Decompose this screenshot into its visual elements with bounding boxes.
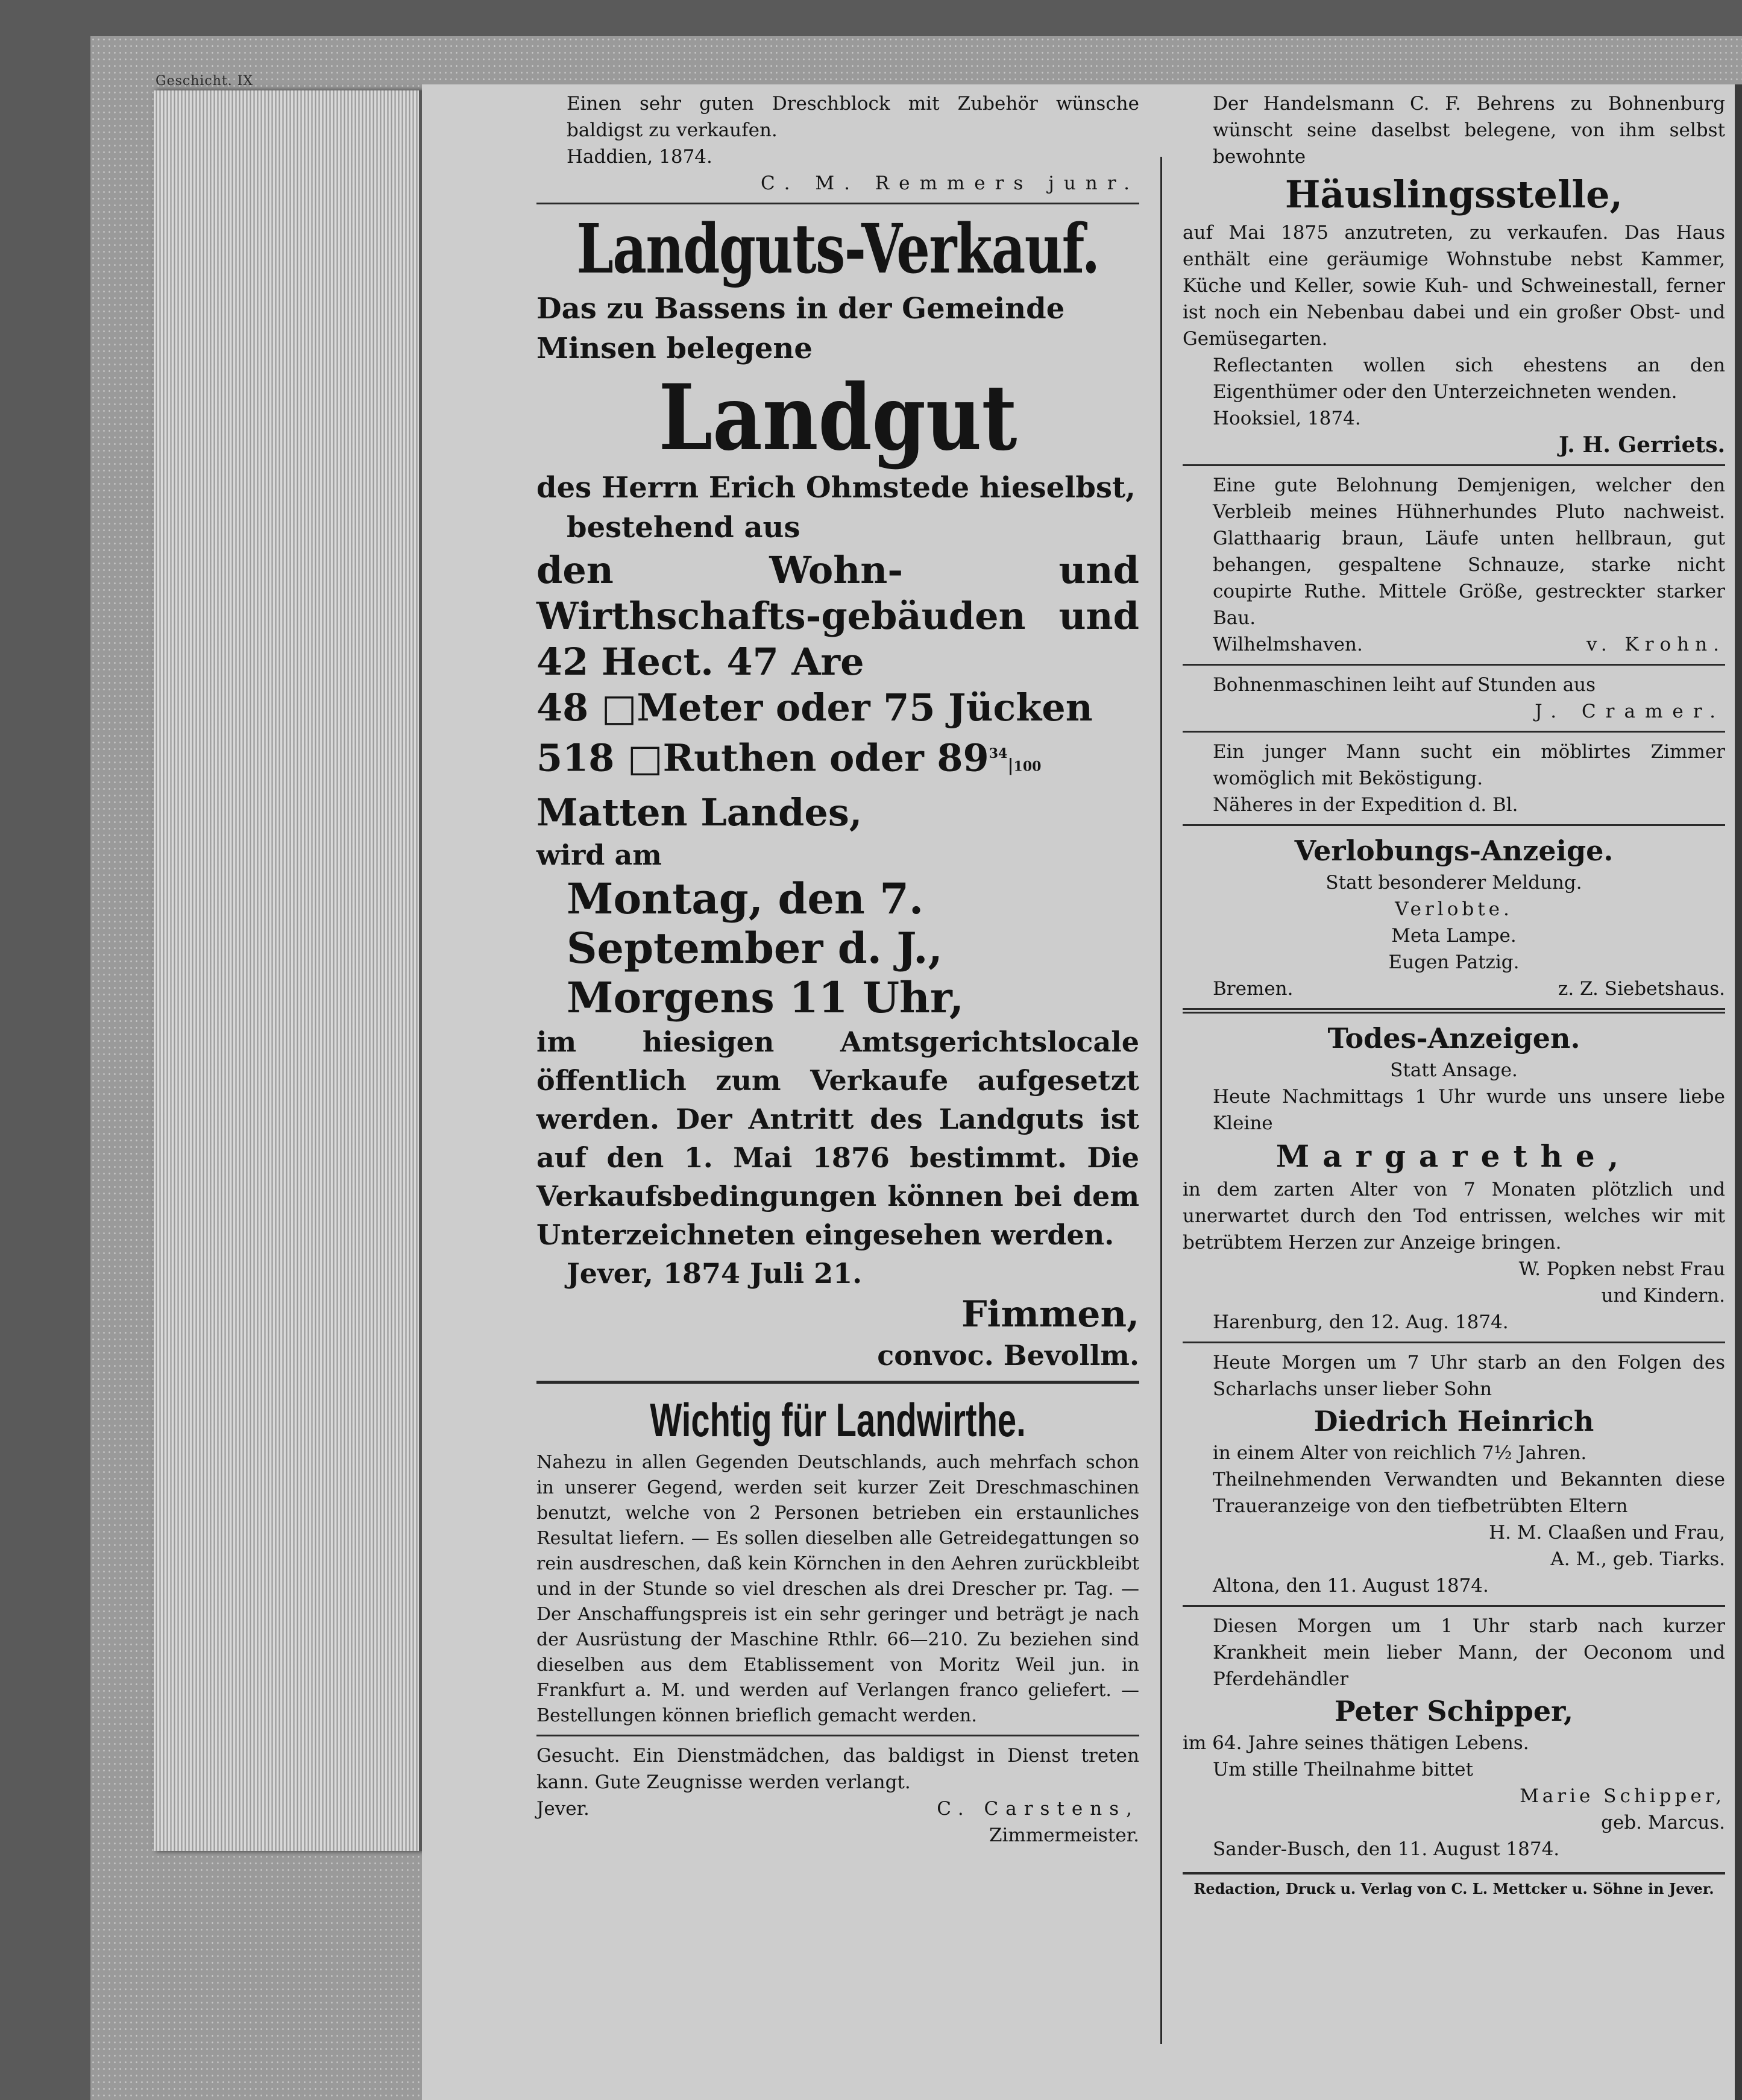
todes-a1-name: Margarethe, (1275, 1138, 1632, 1174)
frac-bar: | (1007, 755, 1014, 775)
landgut-title2: convoc. Bevollm. (877, 1339, 1139, 1372)
separator (1183, 1605, 1725, 1607)
todes-a1-intro: Heute Nachmittags 1 Uhr wurde uns unsere liebe Kleine (1213, 1086, 1725, 1134)
landgut-area1: 48 □Meter oder 75 Jücken (536, 686, 1093, 730)
separator (536, 203, 1139, 204)
todes-a2-sig1: H. M. Claaßen und Frau, (1489, 1522, 1725, 1543)
ad-verlobung (1183, 832, 1725, 1002)
separator (1183, 664, 1725, 666)
ad-mann (1183, 739, 1725, 818)
todes-a2-place: Altona, den 11. August 1874. (1213, 1575, 1489, 1597)
haeusling-body: auf Mai 1875 anzutreten, zu verkaufen. Das Haus enthält eine geräumige Wohnstube nebst Kammer, Küche und Keller, sowie Kuh- und Schweinestall, ferner ist noch ein Nebenbau dabei und ein großer Obst- und Gemüsegarten. (1183, 222, 1725, 350)
landgut-name: Fimmen, (961, 1293, 1139, 1335)
ad-bohnen (1183, 672, 1725, 725)
todes-a2-age: in einem Alter von reichlich 7½ Jahren. (1213, 1442, 1587, 1464)
column-divider (1160, 157, 1162, 2044)
separator (1183, 464, 1725, 466)
landgut-date: Montag, den 7. September d. J., Morgens 11 Uhr, (567, 873, 964, 1023)
gesucht-place-line (536, 1796, 1139, 1822)
todes-a3-place: Sander-Busch, den 11. August 1874. (1213, 1838, 1560, 1860)
landgut-area2 (536, 731, 1139, 836)
area2-text: 518 □Ruthen oder 89 (536, 736, 989, 780)
landgut-buildings: den Wohn- und Wirthschafts-gebäuden und 42 Hect. 47 Are (536, 548, 1139, 684)
ad-haeusling (1183, 90, 1725, 458)
wichtig-body: Nahezu in allen Gegenden Deutschlands, auch mehrfach schon in unserer Gegend, werden seit kurzer Zeit Dreschmaschinen benutzt, welche von 2 Personen betrieben ein erstaunliches Resultat liefern. — Es sollen dieselben alle Getreidegattungen so rein ausdreschen, daß kein Körnchen in den Aehren zurückbleibt und in der Stunde so viel dreschen als drei Drescher pr. Tag. — Der Anschaffungspreis ist ein sehr geringer und beträgt je nach der Ausrüstung der Maschine Rthlr. 66—210. Zu beziehen sind dieselben aus dem Etablissement von Moritz Weil jun. in Frankfurt a. M. und werden auf Verlangen franco geliefert. — Bestellungen können brieflich gemacht werden. (536, 1451, 1139, 1726)
todes-a1-place: Harenburg, den 12. Aug. 1874. (1213, 1311, 1509, 1333)
todes-a2-body: Theilnehmenden Verwandten und Bekannten diese Traueranzeige von den tiefbetrübten Eltern (1213, 1469, 1725, 1517)
ad-gesucht (536, 1742, 1139, 1849)
separator (536, 1381, 1139, 1384)
todes-a3-name: Peter Schipper, (1334, 1695, 1574, 1727)
todes-a2-intro: Heute Morgen um 7 Uhr starb an den Folgen des Scharlachs unser lieber Sohn (1213, 1352, 1725, 1400)
wichtig-title: Wichtig für Landwirthe. (650, 1393, 1026, 1446)
todes-a2-name: Diedrich Heinrich (1313, 1405, 1594, 1437)
verlobung-sub: Statt besonderer Meldung. (1325, 872, 1582, 894)
separator (1183, 1008, 1725, 1014)
book-page-edges (154, 90, 422, 1851)
ad-todes (1183, 1020, 1725, 1862)
bohnen-body: Bohnenmaschinen leiht auf Stunden aus (1213, 674, 1596, 696)
belohnung-line (1183, 631, 1725, 658)
landgut-owner: des Herrn Erich Ohmstede hieselbst, (536, 471, 1136, 505)
landgut-place: Jever, 1874 Juli 21. (567, 1257, 863, 1290)
todes-sub: Statt Ansage. (1390, 1059, 1518, 1081)
verlobung-name1: Meta Lampe. (1391, 925, 1517, 947)
belohnung-signature: v. Krohn. (1586, 634, 1725, 655)
ad-dreschblock (536, 90, 1139, 197)
todes-a3-sig1: Marie Schipper, (1520, 1785, 1725, 1807)
gesucht-body: Gesucht. Ein Dienstmädchen, das baldigst in Dienst treten kann. Gute Zeugnisse werden verlangt. (536, 1744, 1139, 1793)
landgut-body: im hiesigen Amtsgerichtslocale öffentlich zum Verkaufe aufgesetzt werden. Der Antritt des Landguts ist auf den 1. Mai 1876 bestimmt. Die Verkaufsbedingungen können bei dem Unterzeichneten eingesehen werden. (536, 1025, 1139, 1251)
landgut-wird-am: wird am (536, 838, 662, 871)
gesucht-profession: Zimmermeister. (989, 1824, 1139, 1846)
verlobung-title: Verlobungs-Anzeige. (1294, 834, 1614, 867)
right-column (1183, 90, 1725, 1899)
todes-title: Todes-Anzeigen. (1327, 1022, 1580, 1055)
todes-a1-body: in dem zarten Alter von 7 Monaten plötzlich und unerwartet durch den Tod entrissen, welches wir mit betrübtem Herzen zur Anzeige bringen. (1183, 1179, 1725, 1253)
board-label: Geschicht. IX (156, 74, 254, 89)
ad-belohnung (1183, 472, 1725, 658)
landgut-title: Landguts-Verkauf. (576, 210, 1099, 289)
todes-a2-sig2: A. M., geb. Tiarks. (1550, 1548, 1725, 1570)
verlobung-place: Bremen. (1213, 978, 1294, 1000)
ad-place: Haddien, 1874. (567, 146, 712, 168)
todes-a1-sig2: und Kindern. (1601, 1285, 1725, 1307)
todes-a3-age: im 64. Jahre seines thätigen Lebens. (1183, 1732, 1529, 1754)
belohnung-body: Eine gute Belohnung Demjenigen, welcher den Verbleib meines Hühnerhundes Pluto nachweist. Glatthaarig braun, Läufe unten hellbraun, gut behangen, gespaltene Schnauze, starke nicht coupirte Ruthe. Mittele Größe, gestreckter starker Bau. (1213, 475, 1725, 629)
bohnen-signature: J. Cramer. (1535, 701, 1725, 722)
left-column (536, 90, 1139, 1849)
page-shadow (1735, 84, 1742, 2100)
todes-a3-intro: Diesen Morgen um 1 Uhr starb nach kurzer Krankheit mein lieber Mann, der Oeconom und Pferdehändler (1213, 1615, 1725, 1690)
separator (536, 1735, 1139, 1736)
area2-frac-den: 100 (1013, 758, 1042, 775)
landgut-word: Landgut (658, 365, 1017, 471)
gesucht-signature: C. Carstens, (937, 1797, 1139, 1820)
todes-a3-body: Um stille Theilnahme bittet (1213, 1759, 1473, 1780)
ad-landgut (536, 210, 1139, 1375)
todes-a1-sig1: W. Popken nebst Frau (1518, 1258, 1725, 1280)
area2-text-b: Matten Landes, (536, 790, 863, 834)
ad-signature: C. M. Remmers junr. (761, 172, 1139, 194)
haeusling-intro: Der Handelsmann C. F. Behrens zu Bohnenburg wünscht seine daselbst belegene, von ihm selbst bewohnte (1213, 93, 1725, 168)
separator (1183, 1342, 1725, 1343)
belohnung-place: Wilhelmshaven. (1213, 634, 1363, 655)
separator (1183, 824, 1725, 826)
landgut-consisting: bestehend aus (567, 511, 800, 544)
haeusling-signature: J. H. Gerriets. (1559, 432, 1725, 458)
haeusling-title: Häuslingsstelle, (1284, 172, 1623, 216)
ad-text: Einen sehr guten Dreschblock mit Zubehör wünsche baldigst zu verkaufen. (567, 93, 1139, 141)
landgut-intro: Das zu Bassens in der Gemeinde Minsen belegene (536, 292, 1065, 365)
separator (1183, 731, 1725, 733)
ad-wichtig (536, 1390, 1139, 1729)
haeusling-place: Hooksiel, 1874. (1213, 408, 1361, 429)
imprint-footer: Redaction, Druck u. Verlag von C. L. Mettcker u. Söhne in Jever. (1183, 1872, 1725, 1899)
todes-a3-sig2: geb. Marcus. (1601, 1812, 1725, 1834)
verlobung-line (1183, 976, 1725, 1002)
mann-note: Näheres in der Expedition d. Bl. (1213, 794, 1518, 816)
area2-frac-num: 34 (989, 746, 1008, 761)
verlobung-place2: z. Z. Siebetshaus. (1558, 978, 1725, 1000)
verlobung-label: Verlobte. (1395, 898, 1513, 920)
gesucht-place: Jever. (536, 1797, 590, 1820)
haeusling-body2: Reflectanten wollen sich ehestens an den Eigenthümer oder den Unterzeichneten wenden. (1213, 355, 1725, 403)
mann-body: Ein junger Mann sucht ein möblirtes Zimmer womöglich mit Beköstigung. (1213, 741, 1725, 789)
verlobung-name2: Eugen Patzig. (1388, 951, 1520, 973)
